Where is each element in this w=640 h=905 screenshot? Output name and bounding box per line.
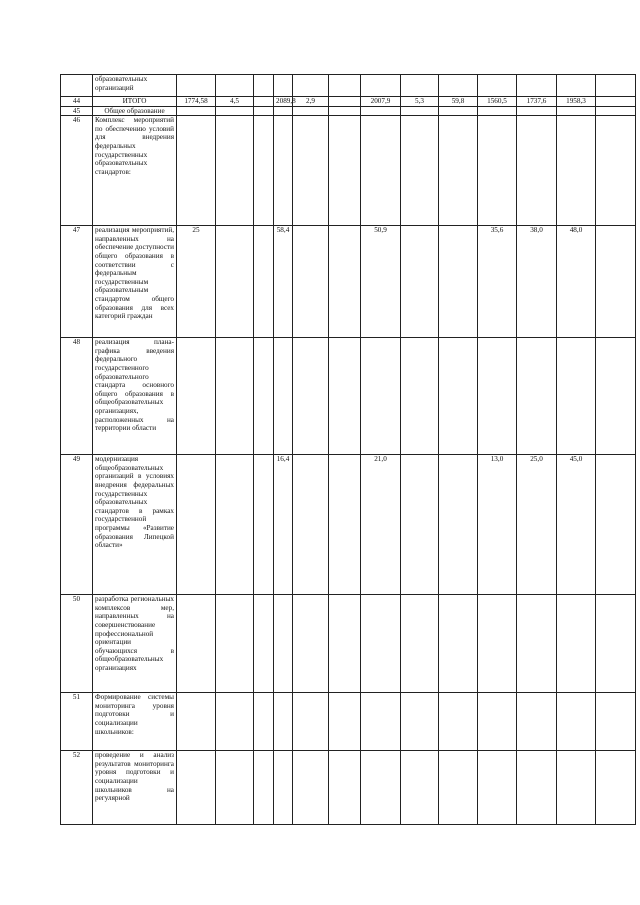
value-cell (361, 595, 401, 693)
value-cell (517, 338, 557, 455)
value-cell (478, 693, 517, 751)
value-cell (329, 693, 361, 751)
row-description-text: Общее образование (104, 106, 165, 115)
row-description-text: реализация плана-графика введения федерального государственного образовательного стандарта основного общего образования в общеобразовательных организациях, расположенных на территории области (95, 338, 174, 433)
value-cell: 38,0 (517, 226, 557, 338)
value-cell (361, 751, 401, 825)
table-row (61, 116, 636, 226)
row-number: 47 (61, 226, 93, 338)
row-number: 50 (61, 595, 93, 693)
value-cell (254, 338, 274, 455)
value-cell (439, 751, 478, 825)
row-description-text: модернизация общеобразовательных организаций в условиях внедрения федеральных государственных образовательных стандартов в рамках государственной программы «Развитие образования Липецкой области» (95, 455, 174, 550)
value-cell (439, 106, 478, 116)
value-cell (293, 595, 329, 693)
row-description (93, 693, 177, 751)
row-description (93, 595, 177, 693)
value-cell (596, 595, 636, 693)
value-cell: 13,0 (478, 455, 517, 595)
value-cell: 2,9 (293, 97, 329, 107)
value-cell: 59,8 (439, 97, 478, 107)
table-row (61, 97, 636, 107)
value-cell (401, 226, 439, 338)
value-cell: 1774,58 (177, 97, 216, 107)
value-cell (177, 106, 216, 116)
value-cell (216, 75, 254, 97)
value-cell (517, 595, 557, 693)
value-cell (216, 455, 254, 595)
value-cell (478, 75, 517, 97)
value-cell (254, 75, 274, 97)
value-cell (254, 116, 274, 226)
value-cell (216, 693, 254, 751)
value-cell (401, 751, 439, 825)
row-description-text: реализация мероприятий, направленных на обеспечение доступности общего образования в соответствии с федеральным государственным образовательным стандартом общего образования для всех категорий граждан (95, 226, 174, 321)
row-description (93, 226, 177, 338)
value-cell (177, 75, 216, 97)
row-number: 52 (61, 751, 93, 825)
value-cell (596, 106, 636, 116)
row-description-text: Комплекс мероприятий по обеспечению условий для внедрения федеральных государственных образовательных стандартов: (95, 116, 174, 176)
value-cell: 5,3 (401, 97, 439, 107)
value-cell (557, 116, 596, 226)
value-cell (401, 595, 439, 693)
value-cell (596, 116, 636, 226)
value-cell (478, 751, 517, 825)
value-cell: 1958,3 (557, 97, 596, 107)
value-cell (596, 75, 636, 97)
table-row (61, 595, 636, 693)
value-cell (274, 338, 293, 455)
value-cell (517, 106, 557, 116)
value-cell (557, 75, 596, 97)
row-description-text: разработка региональных комплексов мер, направленных на совершенствование профессиональной ориентации обучающихся в общеобразовательных организациях (95, 595, 174, 672)
value-cell (293, 751, 329, 825)
value-cell (329, 455, 361, 595)
value-cell: 45,0 (557, 455, 596, 595)
row-description (93, 97, 177, 107)
value-cell (254, 595, 274, 693)
value-cell (254, 226, 274, 338)
value-cell (293, 75, 329, 97)
value-cell (254, 751, 274, 825)
value-cell (293, 693, 329, 751)
value-cell (361, 338, 401, 455)
value-cell (517, 693, 557, 751)
row-description (93, 338, 177, 455)
value-cell: 58,4 (274, 226, 293, 338)
value-cell (596, 338, 636, 455)
value-cell (274, 75, 293, 97)
value-cell (401, 693, 439, 751)
row-description-text: образовательных организаций (95, 75, 148, 92)
table-row (61, 455, 636, 595)
table-row (61, 226, 636, 338)
value-cell (439, 338, 478, 455)
value-cell (293, 226, 329, 338)
value-cell: 2089,8 (274, 97, 293, 107)
value-cell (329, 751, 361, 825)
value-cell (293, 455, 329, 595)
value-cell: 25,0 (517, 455, 557, 595)
value-cell (439, 226, 478, 338)
value-cell (254, 455, 274, 595)
value-cell (557, 338, 596, 455)
row-description (93, 751, 177, 825)
value-cell (361, 693, 401, 751)
row-number: 44 (61, 97, 93, 107)
value-cell (557, 751, 596, 825)
value-cell (478, 106, 517, 116)
row-description (93, 116, 177, 226)
data-table (60, 74, 636, 825)
value-cell (517, 75, 557, 97)
table-row (61, 693, 636, 751)
value-cell (274, 693, 293, 751)
row-number: 48 (61, 338, 93, 455)
row-number: 49 (61, 455, 93, 595)
value-cell (274, 595, 293, 693)
value-cell (329, 226, 361, 338)
row-description (93, 106, 177, 116)
value-cell (293, 338, 329, 455)
table-row (61, 106, 636, 116)
value-cell (274, 751, 293, 825)
value-cell (216, 106, 254, 116)
value-cell: 1737,6 (517, 97, 557, 107)
value-cell: 4,5 (216, 97, 254, 107)
value-cell: 2007,9 (361, 97, 401, 107)
value-cell (439, 693, 478, 751)
value-cell (274, 116, 293, 226)
value-cell (216, 595, 254, 693)
value-cell (216, 338, 254, 455)
value-cell (401, 106, 439, 116)
value-cell (596, 97, 636, 107)
value-cell (274, 106, 293, 116)
value-cell (361, 75, 401, 97)
value-cell (329, 106, 361, 116)
value-cell (596, 455, 636, 595)
value-cell (557, 106, 596, 116)
value-cell (439, 455, 478, 595)
value-cell (557, 693, 596, 751)
table-row (61, 75, 636, 97)
table-row (61, 338, 636, 455)
value-cell (329, 338, 361, 455)
value-cell (177, 116, 216, 226)
value-cell: 35,6 (478, 226, 517, 338)
value-cell (596, 693, 636, 751)
table-row (61, 751, 636, 825)
value-cell (401, 116, 439, 226)
value-cell (177, 751, 216, 825)
row-number (61, 75, 93, 97)
value-cell (329, 116, 361, 226)
value-cell (439, 595, 478, 693)
value-cell (361, 116, 401, 226)
value-cell (361, 106, 401, 116)
value-cell (329, 75, 361, 97)
value-cell (329, 97, 361, 107)
value-cell (293, 116, 329, 226)
value-cell (401, 338, 439, 455)
value-cell (439, 75, 478, 97)
value-cell (478, 595, 517, 693)
value-cell (596, 226, 636, 338)
value-cell (254, 693, 274, 751)
value-cell (517, 116, 557, 226)
value-cell: 48,0 (557, 226, 596, 338)
value-cell (177, 338, 216, 455)
value-cell (216, 751, 254, 825)
value-cell (216, 226, 254, 338)
value-cell (596, 751, 636, 825)
value-cell: 50,9 (361, 226, 401, 338)
row-description (93, 455, 177, 595)
value-cell (254, 97, 274, 107)
value-cell (293, 106, 329, 116)
row-number: 45 (61, 106, 93, 116)
row-description-text: ИТОГО (122, 97, 147, 105)
value-cell (517, 751, 557, 825)
row-number: 46 (61, 116, 93, 226)
value-cell (439, 116, 478, 226)
value-cell: 21,0 (361, 455, 401, 595)
value-cell (329, 595, 361, 693)
value-cell: 25 (177, 226, 216, 338)
row-number: 51 (61, 693, 93, 751)
value-cell (478, 338, 517, 455)
row-description-text: проведение и анализ результатов мониторинга уровня подготовки и социализации школьников на регулярной (95, 751, 174, 803)
value-cell (401, 75, 439, 97)
value-cell (557, 595, 596, 693)
value-cell (216, 116, 254, 226)
value-cell (478, 116, 517, 226)
value-cell: 16,4 (274, 455, 293, 595)
value-cell (177, 595, 216, 693)
row-description (93, 75, 177, 97)
row-description-text: Формирование системы мониторинга уровня подготовки и социализации школьников: (95, 693, 174, 736)
value-cell (177, 693, 216, 751)
value-cell (401, 455, 439, 595)
value-cell: 1560,5 (478, 97, 517, 107)
value-cell (177, 455, 216, 595)
value-cell (254, 106, 274, 116)
